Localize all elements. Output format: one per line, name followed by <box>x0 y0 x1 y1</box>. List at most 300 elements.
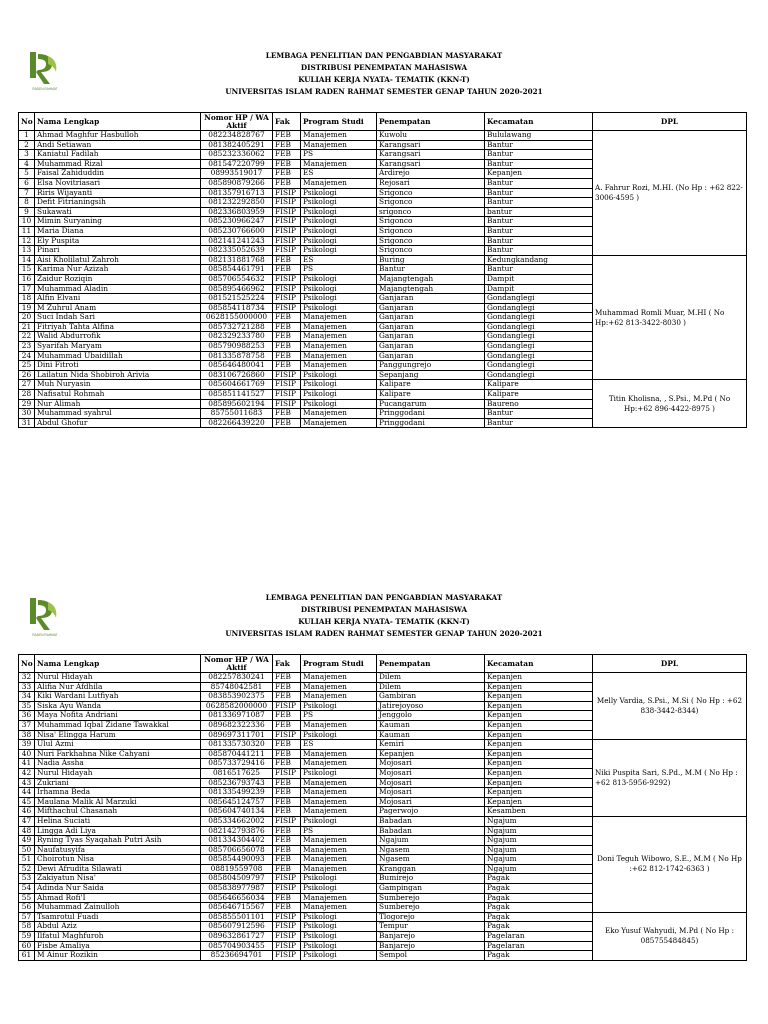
cell-kecamatan: Kepanjen <box>485 720 593 730</box>
table-row <box>19 255 747 265</box>
cell-kecamatan: Pagelaran <box>485 932 593 942</box>
cell-prodi: Manajemen <box>301 692 377 702</box>
cell-nama: Alifia Nur Afdhila <box>35 682 201 692</box>
cell-penempatan: Jenggolo <box>377 711 485 721</box>
cell-hp: 081336971087 <box>201 711 273 721</box>
cell-fak: FEB <box>273 797 301 807</box>
cell-no: 28 <box>19 390 35 400</box>
table-header-row <box>19 113 747 131</box>
cell-kecamatan: Bantur <box>485 246 593 256</box>
cell-kecamatan: Kepanjen <box>485 169 593 179</box>
cell-no: 2 <box>19 140 35 150</box>
cell-nama: Siska Ayu Wanda <box>35 701 201 711</box>
col-header-no: No <box>19 113 35 131</box>
cell-hp: 082131881768 <box>201 255 273 265</box>
cell-hp: 083106726860 <box>201 370 273 380</box>
cell-prodi: Manajemen <box>301 788 377 798</box>
col-header-no: No <box>19 655 35 673</box>
cell-nama: Muhammad Ubaidillah <box>35 351 201 361</box>
cell-no: 60 <box>19 941 35 951</box>
cell-fak: FEB <box>273 409 301 419</box>
cell-no: 41 <box>19 759 35 769</box>
cell-kecamatan: Gondanglegi <box>485 361 593 371</box>
cell-fak: FISIP <box>273 226 301 236</box>
cell-penempatan: Pagerwojo <box>377 807 485 817</box>
cell-fak: FEB <box>273 711 301 721</box>
cell-hp: 085854118734 <box>201 303 273 313</box>
cell-prodi: Manajemen <box>301 836 377 846</box>
cell-hp: 085733729416 <box>201 759 273 769</box>
cell-prodi: Manajemen <box>301 807 377 817</box>
cell-dpl: Doni Teguh Wibowo, S.E., M.M ( No Hp :+62 812-1742-6363 ) <box>593 816 747 912</box>
cell-prodi: Psikologi <box>301 816 377 826</box>
cell-prodi: PS <box>301 826 377 836</box>
header-line-2: DISTRIBUSI PENEMPATAN MAHASISWA <box>300 63 468 72</box>
cell-penempatan: Karangsari <box>377 150 485 160</box>
cell-prodi: Psikologi <box>301 284 377 294</box>
cell-kecamatan: Gondanglegi <box>485 351 593 361</box>
cell-prodi: PS <box>301 265 377 275</box>
table-row <box>19 816 747 826</box>
cell-penempatan: Kranggan <box>377 864 485 874</box>
cell-no: 19 <box>19 303 35 313</box>
cell-penempatan: Ngajum <box>377 836 485 846</box>
cell-nama: Muhammad syahrul <box>35 409 201 419</box>
cell-fak: FEB <box>273 826 301 836</box>
table-row <box>19 673 747 683</box>
cell-prodi: Manajemen <box>301 342 377 352</box>
cell-penempatan: Majangtengah <box>377 284 485 294</box>
cell-prodi: Psikologi <box>301 390 377 400</box>
cell-penempatan: Ngasem <box>377 845 485 855</box>
cell-kecamatan: Ngajum <box>485 836 593 846</box>
cell-kecamatan: Gondanglegi <box>485 332 593 342</box>
cell-no: 46 <box>19 807 35 817</box>
cell-nama: Choirotun Nisa <box>35 855 201 865</box>
cell-hp: 08993519017 <box>201 169 273 179</box>
cell-nama: Nadia Assha <box>35 759 201 769</box>
cell-fak: FEB <box>273 131 301 141</box>
cell-no: 55 <box>19 893 35 903</box>
cell-penempatan: Mojosari <box>377 797 485 807</box>
cell-no: 24 <box>19 351 35 361</box>
cell-nama: Helina Suciati <box>35 816 201 826</box>
cell-no: 44 <box>19 788 35 798</box>
col-header-nama: Nama Lengkap <box>35 655 201 673</box>
cell-kecamatan: Kepanjen <box>485 778 593 788</box>
cell-hp: 082257830241 <box>201 673 273 683</box>
cell-fak: FEB <box>273 836 301 846</box>
cell-nama: Elsa Novitriasari <box>35 178 201 188</box>
cell-penempatan: Mojosari <box>377 778 485 788</box>
cell-fak: FISIP <box>273 922 301 932</box>
cell-prodi: Psikologi <box>301 922 377 932</box>
cell-hp: 085851141527 <box>201 390 273 400</box>
cell-fak: FISIP <box>273 284 301 294</box>
col-header-prodi: Program Studi <box>301 113 377 131</box>
cell-prodi: Psikologi <box>301 399 377 409</box>
cell-fak: FEB <box>273 255 301 265</box>
cell-kecamatan: Pagak <box>485 951 593 961</box>
cell-prodi: Psikologi <box>301 217 377 227</box>
cell-hp: 081547220799 <box>201 159 273 169</box>
cell-fak: FEB <box>273 903 301 913</box>
cell-hp: 085895602194 <box>201 399 273 409</box>
cell-fak: FISIP <box>273 932 301 942</box>
cell-hp: 085855501101 <box>201 912 273 922</box>
cell-no: 57 <box>19 912 35 922</box>
cell-hp: 085704903455 <box>201 941 273 951</box>
cell-prodi: Manajemen <box>301 749 377 759</box>
cell-no: 9 <box>19 207 35 217</box>
cell-hp: 081335730320 <box>201 740 273 750</box>
cell-fak: FISIP <box>273 188 301 198</box>
cell-hp: 08819559708 <box>201 864 273 874</box>
cell-prodi: Psikologi <box>301 294 377 304</box>
cell-nama: Pinari <box>35 246 201 256</box>
cell-fak: FISIP <box>273 884 301 894</box>
cell-penempatan: Kalipare <box>377 390 485 400</box>
cell-penempatan: Srigonco <box>377 188 485 198</box>
cell-no: 8 <box>19 198 35 208</box>
cell-fak: FEB <box>273 845 301 855</box>
cell-no: 51 <box>19 855 35 865</box>
cell-nama: Maulana Malik Al Marzuki <box>35 797 201 807</box>
cell-no: 31 <box>19 418 35 428</box>
cell-fak: FEB <box>273 893 301 903</box>
cell-penempatan: Tlogorejo <box>377 912 485 922</box>
cell-prodi: Psikologi <box>301 701 377 711</box>
cell-nama: Syarifah Maryam <box>35 342 201 352</box>
cell-fak: FISIP <box>273 874 301 884</box>
cell-hp: 085895466962 <box>201 284 273 294</box>
cell-prodi: Manajemen <box>301 140 377 150</box>
col-header-dpl: DPL <box>593 655 747 673</box>
cell-nama: Maria Diana <box>35 226 201 236</box>
cell-prodi: Psikologi <box>301 246 377 256</box>
cell-no: 59 <box>19 932 35 942</box>
cell-penempatan: Sumberejo <box>377 893 485 903</box>
cell-nama: Nuri Farkhahna Nike Cahyani <box>35 749 201 759</box>
cell-kecamatan: Ngajum <box>485 855 593 865</box>
cell-hp: 85236694701 <box>201 951 273 961</box>
table-row <box>19 380 747 390</box>
cell-penempatan: Pringgodani <box>377 418 485 428</box>
cell-no: 11 <box>19 226 35 236</box>
cell-hp: 089632861727 <box>201 932 273 942</box>
cell-penempatan: Karangsari <box>377 140 485 150</box>
cell-penempatan: Sempol <box>377 951 485 961</box>
cell-penempatan: Mojosari <box>377 759 485 769</box>
cell-dpl: A. Fahrur Rozi, M.HI. (No Hp : +62 822-3006-4595 ) <box>593 131 747 256</box>
cell-hp: 085706554632 <box>201 274 273 284</box>
cell-kecamatan: Bantur <box>485 409 593 419</box>
cell-prodi: Psikologi <box>301 380 377 390</box>
cell-fak: FISIP <box>273 399 301 409</box>
cell-no: 37 <box>19 720 35 730</box>
cell-nama: Ryning Tyas Syaqahah Putri Asih <box>35 836 201 846</box>
cell-hp: 082266439220 <box>201 418 273 428</box>
cell-nama: Kaniatul Fadilah <box>35 150 201 160</box>
cell-penempatan: Dilem <box>377 682 485 692</box>
cell-nama: Alfin Elvani <box>35 294 201 304</box>
cell-kecamatan: Bantur <box>485 198 593 208</box>
cell-penempatan: Ganjaran <box>377 342 485 352</box>
cell-kecamatan: Ngajum <box>485 845 593 855</box>
cell-kecamatan: Pagak <box>485 922 593 932</box>
cell-kecamatan: Ngajum <box>485 816 593 826</box>
cell-prodi: Psikologi <box>301 303 377 313</box>
cell-no: 39 <box>19 740 35 750</box>
cell-hp: 085232336062 <box>201 150 273 160</box>
cell-prodi: Manajemen <box>301 778 377 788</box>
cell-hp: 085604661769 <box>201 380 273 390</box>
cell-nama: Fisbe Amaliya <box>35 941 201 951</box>
cell-nama: Tsamrotul Fuadi <box>35 912 201 922</box>
cell-fak: FEB <box>273 313 301 323</box>
cell-fak: FEB <box>273 342 301 352</box>
cell-kecamatan: Bantur <box>485 150 593 160</box>
cell-hp: 85748042581 <box>201 682 273 692</box>
cell-nama: Kiki Wardani Lutfiyah <box>35 692 201 702</box>
cell-no: 53 <box>19 874 35 884</box>
cell-dpl: Muhammad Romli Muar, M.HI ( No Hp:+62 813-3422-8030 ) <box>593 255 747 380</box>
cell-nama: Nurul Hidayah <box>35 768 201 778</box>
cell-fak: FEB <box>273 864 301 874</box>
cell-no: 47 <box>19 816 35 826</box>
cell-penempatan: Kauman <box>377 720 485 730</box>
cell-prodi: Psikologi <box>301 198 377 208</box>
cell-prodi: Manajemen <box>301 893 377 903</box>
cell-prodi: Manajemen <box>301 797 377 807</box>
cell-penempatan: Dilem <box>377 673 485 683</box>
cell-hp: 085607912596 <box>201 922 273 932</box>
cell-hp: 085646715567 <box>201 903 273 913</box>
cell-kecamatan: Kepanjen <box>485 768 593 778</box>
cell-nama: Abdul Aziz <box>35 922 201 932</box>
cell-fak: FISIP <box>273 370 301 380</box>
cell-nama: Muhammad Zainulloh <box>35 903 201 913</box>
cell-kecamatan: Bantur <box>485 236 593 246</box>
cell-nama: Maya Nofita Andriani <box>35 711 201 721</box>
cell-nama: Fitriyah Tahta Alfina <box>35 322 201 332</box>
cell-prodi: PS <box>301 150 377 160</box>
cell-fak: FEB <box>273 788 301 798</box>
cell-nama: Dini Fitroti <box>35 361 201 371</box>
cell-kecamatan: Gondanglegi <box>485 294 593 304</box>
cell-prodi: Psikologi <box>301 941 377 951</box>
cell-kecamatan: Dampit <box>485 284 593 294</box>
cell-no: 17 <box>19 284 35 294</box>
table-header-row <box>19 655 747 673</box>
cell-fak: FEB <box>273 759 301 769</box>
cell-no: 14 <box>19 255 35 265</box>
header-line-1: LEMBAGA PENELITIAN DAN PENGABDIAN MASYARAKAT <box>265 51 503 60</box>
cell-prodi: Manajemen <box>301 855 377 865</box>
cell-fak: FEB <box>273 807 301 817</box>
cell-penempatan: Majangtengah <box>377 274 485 284</box>
cell-kecamatan: Kepanjen <box>485 740 593 750</box>
cell-nama: Nur Alimah <box>35 399 201 409</box>
cell-fak: FISIP <box>273 303 301 313</box>
cell-nama: Ulul Azmi <box>35 740 201 750</box>
cell-no: 12 <box>19 236 35 246</box>
cell-prodi: Psikologi <box>301 884 377 894</box>
cell-prodi: Manajemen <box>301 159 377 169</box>
cell-no: 61 <box>19 951 35 961</box>
cell-fak: FISIP <box>273 912 301 922</box>
cell-penempatan: Gambiran <box>377 692 485 702</box>
cell-kecamatan: Gondanglegi <box>485 313 593 323</box>
cell-hp: 085646480041 <box>201 361 273 371</box>
cell-penempatan: Pringgodani <box>377 409 485 419</box>
table-row <box>19 912 747 922</box>
cell-prodi: Manajemen <box>301 178 377 188</box>
cell-prodi: Manajemen <box>301 322 377 332</box>
cell-kecamatan: Ngajum <box>485 826 593 836</box>
cell-hp: 081335878758 <box>201 351 273 361</box>
cell-no: 3 <box>19 150 35 160</box>
cell-fak: FISIP <box>273 730 301 740</box>
cell-prodi: Psikologi <box>301 874 377 884</box>
cell-no: 26 <box>19 370 35 380</box>
cell-prodi: Manajemen <box>301 332 377 342</box>
cell-kecamatan: Pagak <box>485 912 593 922</box>
cell-hp: 085334662002 <box>201 816 273 826</box>
cell-nama: Muhammad Aladin <box>35 284 201 294</box>
cell-penempatan: Bumirejo <box>377 874 485 884</box>
cell-fak: FISIP <box>273 941 301 951</box>
cell-penempatan: Kauman <box>377 730 485 740</box>
cell-hp: 085236793743 <box>201 778 273 788</box>
cell-kecamatan: Kepanjen <box>485 730 593 740</box>
cell-penempatan: Panggungrejo <box>377 361 485 371</box>
cell-no: 52 <box>19 864 35 874</box>
cell-fak: FISIP <box>273 294 301 304</box>
cell-hp: 085230766600 <box>201 226 273 236</box>
cell-penempatan: srigonco <box>377 207 485 217</box>
cell-nama: Defit Fitrianingsih <box>35 198 201 208</box>
cell-kecamatan: Bantur <box>485 226 593 236</box>
distribution-table-2 <box>18 654 747 961</box>
cell-kecamatan: Gondanglegi <box>485 342 593 352</box>
cell-penempatan: Mojosari <box>377 768 485 778</box>
cell-hp: 082335052639 <box>201 246 273 256</box>
cell-penempatan: Ganjaran <box>377 313 485 323</box>
cell-prodi: Psikologi <box>301 951 377 961</box>
cell-fak: FEB <box>273 169 301 179</box>
cell-hp: 085890879266 <box>201 178 273 188</box>
cell-prodi: Manajemen <box>301 351 377 361</box>
cell-fak: FISIP <box>273 816 301 826</box>
cell-fak: FEB <box>273 150 301 160</box>
cell-no: 4 <box>19 159 35 169</box>
cell-penempatan: Sumberejo <box>377 903 485 913</box>
cell-prodi: Manajemen <box>301 361 377 371</box>
cell-fak: FISIP <box>273 701 301 711</box>
header-line-3: KULIAH KERJA NYATA- TEMATIK (KKN-T) <box>298 617 470 626</box>
cell-penempatan: Srigonco <box>377 226 485 236</box>
cell-prodi: Manajemen <box>301 903 377 913</box>
cell-kecamatan: Bantur <box>485 418 593 428</box>
col-header-nama: Nama Lengkap <box>35 113 201 131</box>
cell-nama: Nisa' Elingga Harum <box>35 730 201 740</box>
cell-prodi: Manajemen <box>301 845 377 855</box>
cell-nama: Dewi Afrudita Silawati <box>35 864 201 874</box>
cell-hp: 089682322336 <box>201 720 273 730</box>
cell-hp: 082142793876 <box>201 826 273 836</box>
cell-kecamatan: Bantur <box>485 217 593 227</box>
cell-kecamatan: Gondanglegi <box>485 303 593 313</box>
cell-hp: 085604740134 <box>201 807 273 817</box>
cell-penempatan: Tempur <box>377 922 485 932</box>
cell-kecamatan: Bantur <box>485 159 593 169</box>
col-header-fak: Fak <box>273 655 301 673</box>
cell-hp: 081382405291 <box>201 140 273 150</box>
col-header-penempatan: Penempatan <box>377 113 485 131</box>
cell-fak: FISIP <box>273 768 301 778</box>
cell-no: 34 <box>19 692 35 702</box>
cell-no: 13 <box>19 246 35 256</box>
cell-prodi: Manajemen <box>301 864 377 874</box>
cell-penempatan: Ganjaran <box>377 332 485 342</box>
cell-penempatan: Buring <box>377 255 485 265</box>
cell-nama: Ely Puspita <box>35 236 201 246</box>
cell-nama: Ahmad Rofi'I <box>35 893 201 903</box>
cell-kecamatan: Pagak <box>485 874 593 884</box>
cell-nama: Abdul Ghofur <box>35 418 201 428</box>
cell-no: 27 <box>19 380 35 390</box>
cell-nama: Faisal Zahiduddin <box>35 169 201 179</box>
cell-penempatan: Babadan <box>377 816 485 826</box>
cell-fak: FEB <box>273 740 301 750</box>
cell-hp: 085838977987 <box>201 884 273 894</box>
cell-prodi: Psikologi <box>301 207 377 217</box>
cell-no: 45 <box>19 797 35 807</box>
cell-kecamatan: Bululawang <box>485 131 593 141</box>
cell-fak: FEB <box>273 673 301 683</box>
cell-penempatan: Jatirejoyoso <box>377 701 485 711</box>
cell-prodi: Psikologi <box>301 912 377 922</box>
cell-no: 21 <box>19 322 35 332</box>
cell-hp: 085870441211 <box>201 749 273 759</box>
cell-penempatan: Kepanjen <box>377 749 485 759</box>
cell-kecamatan: Pagak <box>485 893 593 903</box>
cell-hp: 0816517625 <box>201 768 273 778</box>
cell-kecamatan: Pagelaran <box>485 941 593 951</box>
cell-hp: 85755011683 <box>201 409 273 419</box>
cell-fak: FISIP <box>273 390 301 400</box>
cell-kecamatan: Pagak <box>485 903 593 913</box>
col-header-fak: Fak <box>273 113 301 131</box>
cell-kecamatan: Bantur <box>485 265 593 275</box>
cell-prodi: ES <box>301 740 377 750</box>
cell-fak: FEB <box>273 361 301 371</box>
cell-penempatan: Kalipare <box>377 380 485 390</box>
cell-prodi: Psikologi <box>301 226 377 236</box>
cell-no: 40 <box>19 749 35 759</box>
cell-kecamatan: Gondanglegi <box>485 322 593 332</box>
cell-nama: Nurul Hidayah <box>35 673 201 683</box>
cell-penempatan: Srigonco <box>377 236 485 246</box>
cell-prodi: Manajemen <box>301 131 377 141</box>
table-row <box>19 131 747 141</box>
cell-penempatan: Bantur <box>377 265 485 275</box>
cell-kecamatan: Kesamben <box>485 807 593 817</box>
cell-fak: FISIP <box>273 380 301 390</box>
col-header-prodi: Program Studi <box>301 655 377 673</box>
cell-fak: FISIP <box>273 236 301 246</box>
